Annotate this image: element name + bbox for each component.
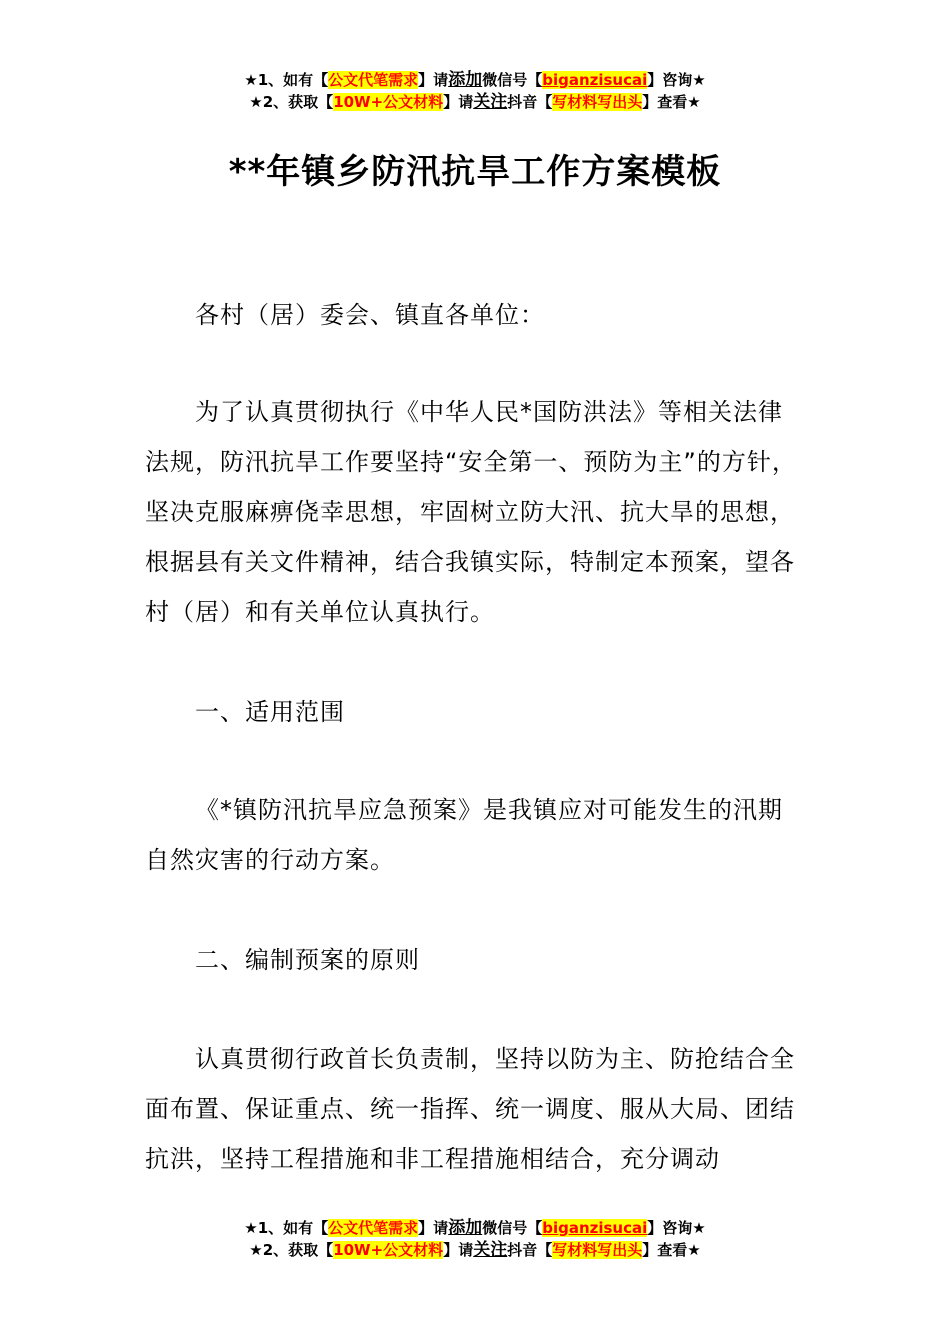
section-heading-1: 一、适用范围	[195, 698, 345, 726]
wechat-id-link[interactable]: biganzisucai	[542, 71, 648, 89]
promo-line-2: ★2、获取【10W+公文材料】请关注抖音【写材料写出头】查看★	[249, 1240, 701, 1260]
promo-line-1: ★1、如有【公文代笔需求】请添加微信号【biganzisucai】咨询★	[244, 1218, 706, 1238]
promo-line-2: ★2、获取【10W+公文材料】请关注抖音【写材料写出头】查看★	[249, 92, 701, 112]
highlight-writing-service: 公文代笔需求	[328, 71, 419, 89]
paragraph-principles: 认真贯彻行政首长负责制，坚持以防为主、防抢结合全面布置、保证重点、统一指挥、统一调度、服从大局、团结抗洪，坚持工程措施和非工程措施相结合，充分调动	[145, 1045, 795, 1173]
douyin-account-link[interactable]: 写材料写出头	[552, 1241, 643, 1259]
promo-line-1: ★1、如有【公文代笔需求】请添加微信号【biganzisucai】咨询★	[244, 70, 706, 90]
section-heading-2: 二、编制预案的原则	[195, 946, 420, 974]
paragraph-scope: 《*镇防汛抗旱应急预案》是我镇应对可能发生的汛期自然灾害的行动方案。	[145, 796, 783, 874]
emphasis-follow: 关注	[473, 1240, 508, 1260]
emphasis-add: 添加	[448, 70, 483, 90]
highlight-materials: 10W+公文材料	[333, 93, 444, 111]
document-title: **年镇乡防汛抗旱工作方案模板	[228, 152, 722, 192]
wechat-id-link[interactable]: biganzisucai	[542, 1219, 648, 1237]
addressee-line: 各村（居）委会、镇直各单位：	[195, 301, 545, 329]
emphasis-add: 添加	[448, 1218, 483, 1238]
top-promo-banner	[0, 69, 950, 113]
paragraph-intro: 为了认真贯彻执行《中华人民*国防洪法》等相关法律法规，防汛抗旱工作要坚持“安全第一、预防为主”的方针，坚决克服麻痹侥幸思想，牢固树立防大汛、抗大旱的思想，根据县有关文件精神，结合我镇实际，特制定本预案，望各村（居）和有关单位认真执行。	[145, 398, 797, 626]
highlight-materials: 10W+公文材料	[333, 1241, 444, 1259]
highlight-writing-service: 公文代笔需求	[328, 1219, 419, 1237]
douyin-account-link[interactable]: 写材料写出头	[552, 93, 643, 111]
bottom-promo-banner	[0, 1217, 950, 1261]
emphasis-follow: 关注	[473, 92, 508, 112]
